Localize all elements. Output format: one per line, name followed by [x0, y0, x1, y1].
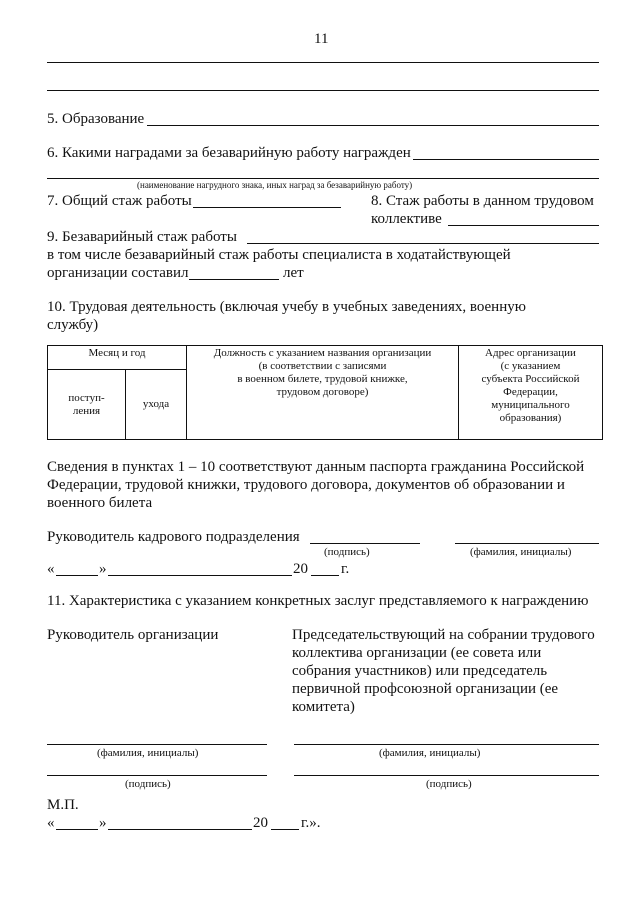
col-position: Должность с указанием названия организации (в соответствии с записями в военном билете, трудовой книжке, трудовом договоре): [187, 346, 459, 440]
hr-sign-hint: (подпись): [324, 546, 370, 558]
hr-date-year[interactable]: [311, 575, 339, 576]
hr-name-hint: (фамилия, инициалы): [470, 546, 572, 558]
chair-line-5: комитета): [292, 699, 355, 715]
final-date-open: «: [47, 815, 55, 831]
chair-name-field[interactable]: [294, 744, 599, 745]
total-experience-field[interactable]: [193, 207, 341, 208]
item10-label-2: службу): [47, 317, 99, 333]
chair-line-4: первичной профсоюзной организации (ее: [292, 681, 559, 697]
final-date-year[interactable]: [271, 829, 299, 830]
org-head-name-field[interactable]: [47, 744, 267, 745]
item6-hint: (наименование нагрудного знака, иных наград за безаварийную работу): [137, 180, 413, 190]
chair-line-1: Председательствующий на собрании трудового: [292, 627, 595, 643]
final-date-day[interactable]: [56, 829, 98, 830]
final-date-year-prefix: 20: [253, 815, 268, 831]
org-head-name-hint: (фамилия, инициалы): [97, 747, 199, 759]
item6-label: 6. Какими наградами за безаварийную работу награжден: [47, 145, 411, 161]
org-head-label: Руководитель организации: [47, 627, 219, 643]
accident-free-years-field[interactable]: [189, 279, 279, 280]
employment-table: [47, 345, 603, 440]
info-line-1: Сведения в пунктах 1 – 10 соответствуют данным паспорта гражданина Российской: [47, 459, 585, 475]
info-line-3: военного билета: [47, 495, 153, 511]
item7-label: 7. Общий стаж работы: [47, 193, 192, 209]
chair-sign-hint: (подпись): [426, 778, 472, 790]
awards-field[interactable]: [413, 159, 599, 160]
item8-label-2: коллективе: [371, 211, 442, 227]
final-date-month[interactable]: [108, 829, 252, 830]
col-address: Адрес организации (с указанием субъекта Российской Федерации, муниципального образования): [459, 346, 603, 440]
item9-label-2: в том числе безаварийный стаж работы специалиста в ходатайствующей: [47, 247, 511, 263]
final-date-end: г.».: [301, 815, 321, 831]
blank-line-top-1[interactable]: [47, 62, 599, 63]
hr-name-field[interactable]: [455, 543, 599, 544]
item11-label: 11. Характеристика с указанием конкретных заслуг представляемого к награждению: [47, 593, 589, 609]
page-number: 11: [314, 31, 329, 47]
col-end: ухода: [126, 370, 187, 440]
blank-line-top-2[interactable]: [47, 90, 599, 91]
item10-label-1: 10. Трудовая деятельность (включая учебу в учебных заведениях, военную: [47, 299, 526, 315]
final-date-mid: »: [99, 815, 107, 831]
item8-label-1: 8. Стаж работы в данном трудовом: [371, 193, 594, 209]
chair-line-2: коллектива организации (ее совета или: [292, 645, 542, 661]
chair-line-3: собрания участников) или председатель: [292, 663, 548, 679]
chair-signature-field[interactable]: [294, 775, 599, 776]
hr-date-month[interactable]: [108, 575, 292, 576]
item9-label-3a: организации составил: [47, 265, 189, 281]
col-start: поступ- ления: [48, 370, 126, 440]
col-month-year: Месяц и год: [48, 346, 187, 370]
item9-label-1: 9. Безаварийный стаж работы: [47, 229, 237, 245]
org-head-sign-hint: (подпись): [125, 778, 171, 790]
seal-label: М.П.: [47, 797, 79, 813]
accident-free-field[interactable]: [247, 243, 599, 244]
chair-name-hint: (фамилия, инициалы): [379, 747, 481, 759]
collective-experience-field[interactable]: [448, 225, 599, 226]
hr-date-year-prefix: 20: [293, 561, 308, 577]
org-head-signature-field[interactable]: [47, 775, 267, 776]
hr-date-mid: »: [99, 561, 107, 577]
education-field[interactable]: [147, 125, 599, 126]
hr-date-day[interactable]: [56, 575, 98, 576]
hr-signature-field[interactable]: [310, 543, 420, 544]
hr-head-label: Руководитель кадрового подразделения: [47, 529, 300, 545]
item5-label: 5. Образование: [47, 111, 145, 127]
info-line-2: Федерации, трудовой книжки, трудового договора, документов об образовании и: [47, 477, 565, 493]
hr-date-end: г.: [341, 561, 350, 577]
item9-label-3b: лет: [283, 265, 304, 281]
hr-date-open: «: [47, 561, 55, 577]
awards-field-2[interactable]: [47, 178, 599, 179]
